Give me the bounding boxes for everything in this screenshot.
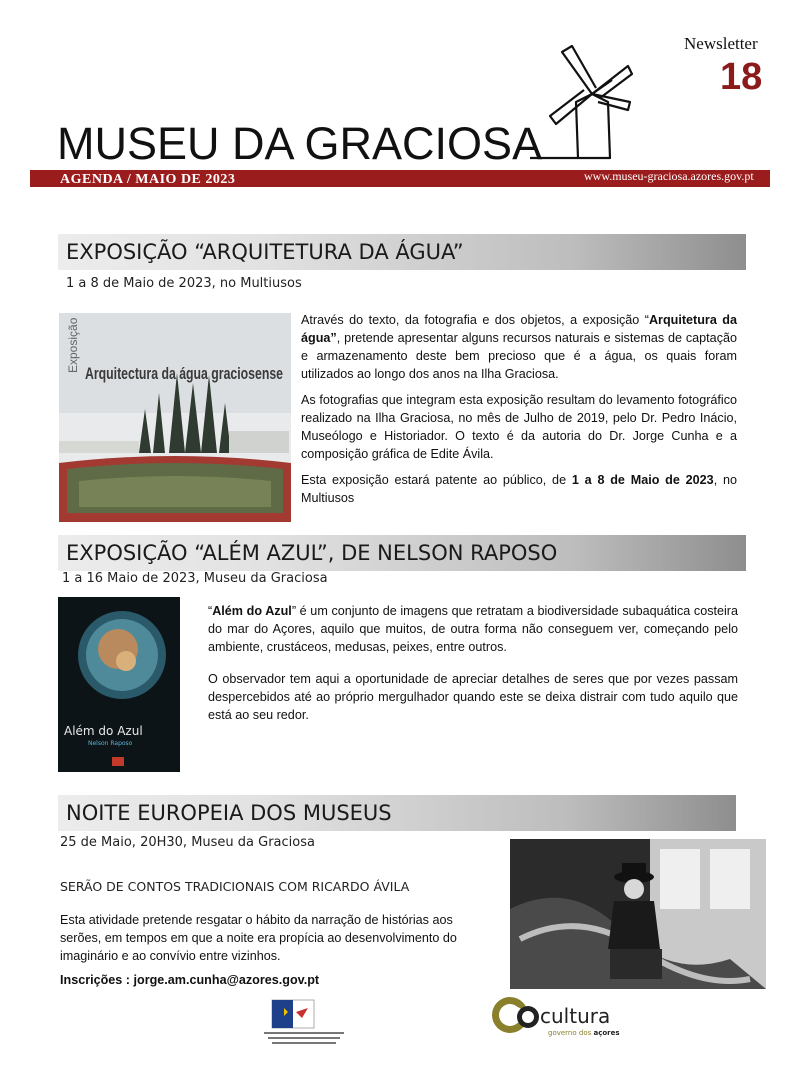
cultura-word: cultura xyxy=(540,1004,611,1028)
storyteller-photo xyxy=(510,839,766,989)
section-heading-noite-europeia: NOITE EUROPEIA DOS MUSEUS xyxy=(58,795,736,831)
section-text-noite-europeia: Esta atividade pretende resgatar o hábito da narração de histórias aos serões, em tempos em que a noite era propícia ao desenvolvimento do imaginário e ao convívio entre vizinhos. xyxy=(60,913,457,963)
section-text-alem-azul: “Além do Azul” é um conjunto de imagens que retratam a biodiversidade subaquática costeira do mar do Açores, aquilo que muitos, de outra forma não conseguem ver, começando pelo ambiente, crustáceos, medusas, peixes, entre outros. O observador tem aqui a oportunidade de apreciar detalhes de seres que por vezes passam despercebidos até ao próprio mergulhador quando este se deixa distrair com tudo aquilo que está ao seu redor. xyxy=(208,604,739,722)
section-date-noite-europeia: 25 de Maio, 20H30, Museu da Graciosa xyxy=(60,835,315,850)
exhibition-poster-alem-azul xyxy=(58,597,180,772)
newsletter-label: Newsletter xyxy=(684,34,758,53)
agenda-label: AGENDA / MAIO DE 2023 xyxy=(60,172,236,187)
exhibition-poster-arquitetura xyxy=(59,313,291,522)
newsletter-number: 18 xyxy=(720,56,763,98)
poster-title-text: Arquitectura da água graciosense xyxy=(85,364,283,383)
website-link[interactable]: www.museu-graciosa.azores.gov.pt xyxy=(584,169,754,183)
section-heading-arquitetura: EXPOSIÇÃO “ARQUITETURA DA ÁGUA” xyxy=(58,234,746,270)
poster-side-text: Exposição xyxy=(66,317,80,373)
event-subtitle: SERÃO DE CONTOS TRADICIONAIS COM RICARDO ÁVILA xyxy=(60,879,410,894)
government-azores-logo xyxy=(262,1000,346,1048)
section-date-alem-azul: 1 a 16 Maio de 2023, Museu da Graciosa xyxy=(62,571,328,586)
page-title: MUSEU DA GRACIOSA xyxy=(57,118,543,169)
signup-email[interactable]: Inscrições : jorge.am.cunha@azores.gov.pt xyxy=(60,973,320,987)
poster-title-alem-azul: Além do Azul xyxy=(64,724,143,738)
cultura-acores-logo xyxy=(490,993,630,1039)
section-text-arquitetura: Através do texto, da fotografia e dos objetos, a exposição “Arquitetura da água”, pretende apresentar alguns recursos naturais e sistemas de captação e armazenamento deste bem precioso que é a água, os quais foram utilizados ao longo dos anos na Ilha Graciosa. As fotografias que integram esta exposição resultam do levamento fotográfico realizado na Ilha Graciosa, no mês de Julho de 2019, pelo Dr. Pedro Inácio, Museólogo e Historiador. O texto é da autoria do Dr. Jorge Cunha e a composição gráfica de Edite Ávila. Esta exposição estará patente ao público, de 1 a 8 de Maio de 2023, no Multiusos xyxy=(301,313,737,505)
poster-author-alem-azul: Nelson Raposo xyxy=(88,740,133,747)
cultura-sub: governo dos açores xyxy=(548,1029,620,1037)
section-heading-alem-azul: EXPOSIÇÃO “ALÉM AZUL”, DE NELSON RAPOSO xyxy=(58,535,746,571)
section-date-arquitetura: 1 a 8 de Maio de 2023, no Multiusos xyxy=(66,276,302,291)
